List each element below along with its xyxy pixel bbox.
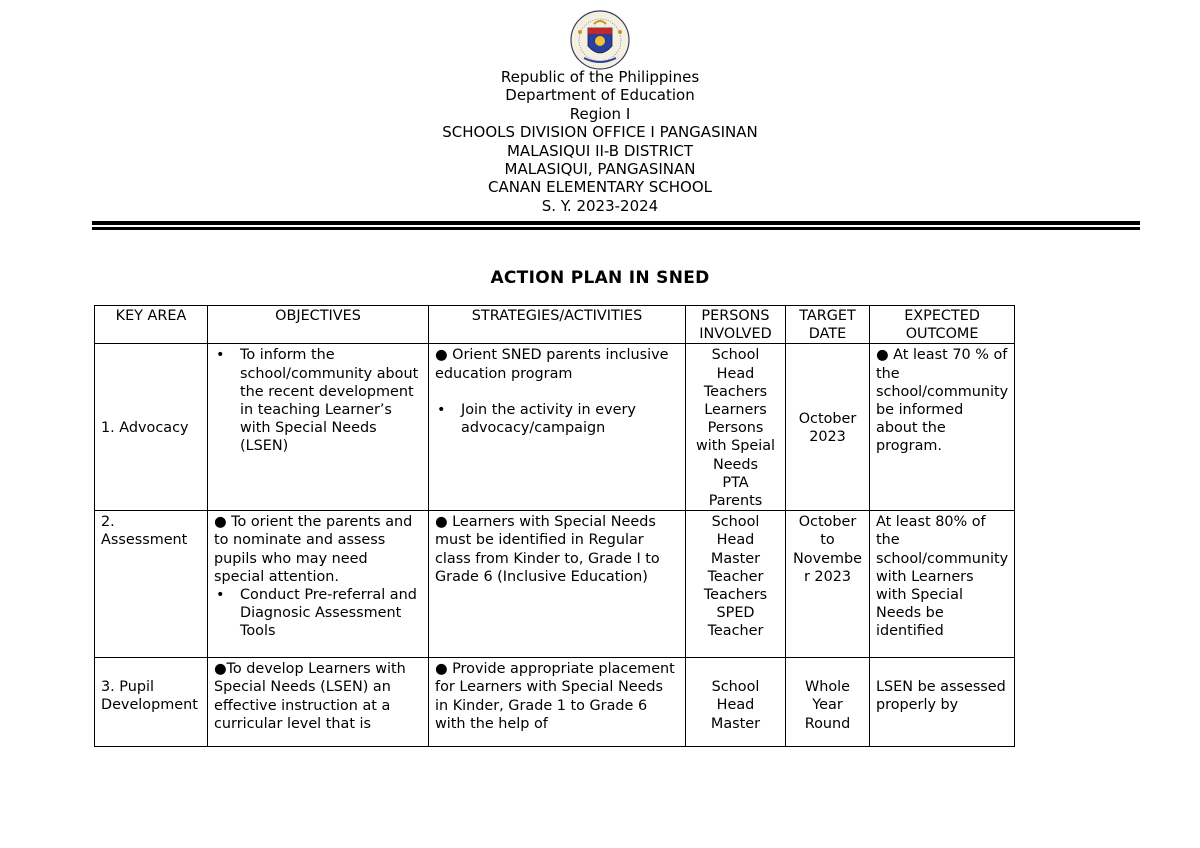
key-area-cell: 1. Advocacy <box>95 344 208 511</box>
letterhead-line-district: MALASIQUI II-B DISTRICT <box>506 141 693 160</box>
strategies-cell <box>429 344 686 511</box>
header-key-area: KEY AREA <box>95 306 208 344</box>
table-row <box>95 511 1015 658</box>
letterhead-line-division: SCHOOLS DIVISION OFFICE I PANGASINAN <box>442 123 758 142</box>
letterhead-line-region: Region I <box>569 104 631 123</box>
table-row <box>95 658 1015 747</box>
key-area-cell: 2. Assessment <box>95 511 208 658</box>
header-persons-involved: PERSONS INVOLVED <box>686 306 786 344</box>
strategies-cell: ● Learners with Special Needs must be identified in Regular class from Kinder to, Grade I to Grade 6 (Inclusive Education) <box>429 511 686 658</box>
table-header-row <box>95 306 1015 344</box>
letterhead-line-country: Republic of the Philippines <box>500 68 700 86</box>
outcome-cell: LSEN be assessed properly by <box>870 658 1015 747</box>
key-area-cell: 3. Pupil Development <box>95 658 208 747</box>
strategy-bullet: • Join the activity in every advocacy/campaign <box>435 401 679 437</box>
objectives-cell <box>208 344 429 511</box>
target-date-cell: October to Novembe r 2023 <box>786 511 870 658</box>
header-objectives: OBJECTIVES <box>208 306 429 344</box>
letterhead-line-municipality: MALASIQUI, PANGASINAN <box>504 160 696 179</box>
header-strategies: STRATEGIES/ACTIVITIES <box>429 306 686 344</box>
header-target-date: TARGET DATE <box>786 306 870 344</box>
header-divider-thin <box>92 227 1140 230</box>
objective-bullet: • To inform the school/community about the recent development in teaching Learner’s with Special Needs (LSEN) <box>214 346 422 455</box>
persons-cell: School Head Master Teacher Teachers SPED Teacher <box>686 511 786 658</box>
table-row <box>95 344 1015 511</box>
document-title: ACTION PLAN IN SNED <box>490 268 710 288</box>
outcome-cell: ● At least 70 % of the school/community be informed about the program. <box>870 344 1015 511</box>
objective-item: ● To orient the parents and to nominate and assess pupils who may need special attention. <box>214 514 413 585</box>
objectives-cell: ●To develop Learners with Special Needs (LSEN) an effective instruction at a curricular level that is <box>208 658 429 747</box>
persons-cell: School Head Teachers Learners Persons with Speial Needs PTA Parents <box>686 344 786 511</box>
objective-bullet: • Conduct Pre-referral and Diagnosic Assessment Tools <box>214 586 422 641</box>
strategy-item: ● Orient SNED parents inclusive education program <box>435 347 669 382</box>
outcome-cell: At least 80% of the school/community with Learners with Special Needs be identified <box>870 511 1015 658</box>
letterhead-line-school: CANAN ELEMENTARY SCHOOL <box>487 178 713 197</box>
header-divider-thick <box>92 221 1140 225</box>
header-expected-outcome: EXPECTED OUTCOME <box>870 306 1015 344</box>
target-date-cell: Whole Year Round <box>786 658 870 747</box>
strategies-cell: ● Provide appropriate placement for Learners with Special Needs in Kinder, Grade 1 to Grade 6 with the help of <box>429 658 686 747</box>
letterhead <box>0 68 1200 215</box>
persons-cell: School Head Master <box>686 658 786 747</box>
action-plan-table <box>94 305 1015 747</box>
objectives-cell <box>208 511 429 658</box>
deped-seal-logo <box>566 8 634 70</box>
letterhead-line-department: Department of Education <box>505 86 695 105</box>
letterhead-line-school-year: S. Y. 2023-2024 <box>541 196 659 215</box>
target-date-cell: October 2023 <box>786 344 870 511</box>
